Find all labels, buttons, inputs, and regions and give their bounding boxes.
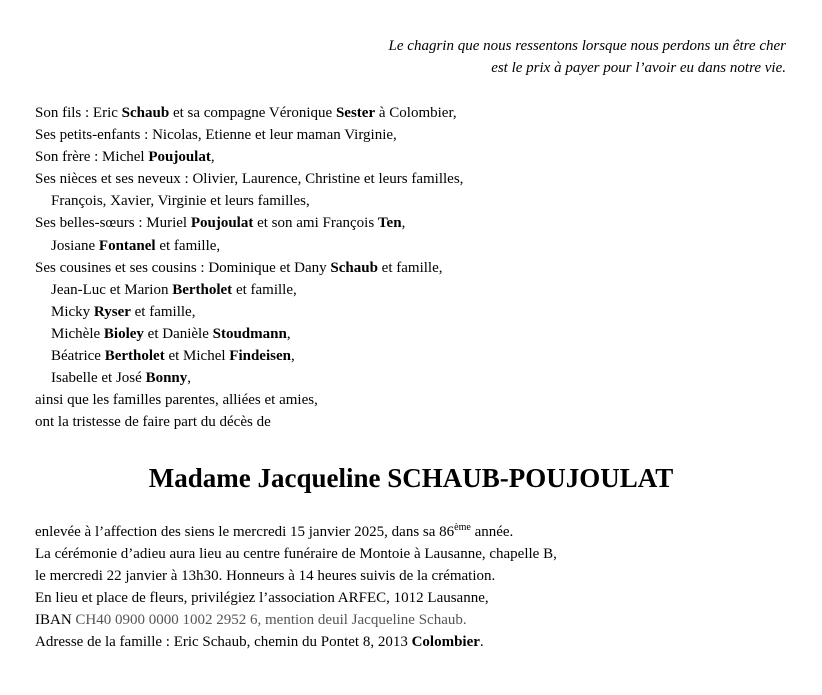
- family-text: ainsi que les familles parentes, alliées et amies,: [35, 392, 318, 409]
- iban-label: IBAN: [35, 612, 76, 629]
- family-text: ont la tristesse de faire part du décès de: [35, 414, 271, 431]
- family-surname: Bonny: [145, 370, 188, 387]
- family-text: Micky: [51, 303, 94, 320]
- info-line-ceremony: La cérémonie d’adieu aura lieu au centre funéraire de Montoie à Lausanne, chapelle B,: [35, 546, 557, 563]
- iban-value: CH40 0900 0000 1002 2952 6, mention deuil Jacqueline Schaub.: [75, 612, 467, 629]
- family-line: [35, 411, 463, 433]
- ordinal-suffix: ème: [454, 522, 471, 533]
- family-surname: Bioley: [103, 325, 144, 342]
- family-text: Ses nièces et ses neveux : Olivier, Laurence, Christine et leurs familles,: [35, 171, 464, 188]
- family-text: et son ami François: [253, 215, 378, 232]
- family-text: Ses belles-sœurs : Muriel: [35, 215, 191, 232]
- death-text: enlevée à l’affection des siens le mercredi 15 janvier 2025, dans sa 86: [35, 524, 455, 540]
- quote-line-2: est le prix à payer pour l’avoir eu dans notre vie.: [491, 60, 786, 76]
- epigraph-quote: [389, 35, 786, 79]
- family-line: [35, 168, 463, 190]
- info-line-death: [35, 521, 557, 543]
- family-surname: Poujoulat: [190, 215, 254, 232]
- family-list: [35, 102, 463, 433]
- family-text: Son fils : Eric: [35, 105, 122, 121]
- family-text: Isabelle et José: [51, 370, 146, 387]
- family-text: et Danièle: [143, 325, 213, 342]
- family-line: [35, 389, 463, 411]
- address-end: .: [479, 634, 484, 651]
- family-text: ,: [210, 149, 215, 166]
- family-text: et sa compagne Véronique: [169, 105, 336, 121]
- family-surname: Fontanel: [98, 237, 156, 254]
- family-surname: Bertholet: [172, 281, 233, 298]
- family-text: ,: [401, 215, 406, 232]
- family-surname: Ryser: [93, 303, 131, 320]
- family-line: [35, 257, 463, 279]
- family-surname: Bertholet: [104, 348, 165, 365]
- family-text: Ses petits-enfants : Nicolas, Etienne et leur maman Virginie,: [35, 127, 397, 144]
- family-text: Josiane: [51, 237, 99, 254]
- family-text: Béatrice: [51, 348, 105, 365]
- family-line: [35, 235, 463, 257]
- funeral-info: [35, 521, 557, 654]
- family-text: ,: [286, 325, 291, 342]
- info-line-iban: [35, 609, 557, 631]
- family-line: [35, 102, 463, 124]
- family-text: François, Xavier, Virginie et leurs familles,: [51, 193, 310, 210]
- family-line: [35, 190, 463, 212]
- family-text: ,: [290, 348, 295, 365]
- family-text: et famille,: [155, 237, 221, 254]
- family-text: et famille,: [232, 281, 297, 298]
- family-line: [35, 279, 463, 301]
- family-surname: Schaub: [330, 259, 378, 276]
- family-text: Ses cousines et ses cousins : Dominique et Dany: [35, 259, 331, 276]
- family-text: à Colombier,: [375, 105, 457, 121]
- family-text: Son frère : Michel: [35, 149, 149, 166]
- family-line: [35, 301, 463, 323]
- family-text: et famille,: [377, 259, 443, 276]
- info-line-donation: En lieu et place de fleurs, privilégiez l’association ARFEC, 1012 Lausanne,: [35, 590, 489, 607]
- family-surname: Sester: [335, 105, 376, 121]
- family-surname: Stoudmann: [212, 325, 287, 342]
- family-text: et famille,: [130, 303, 196, 320]
- family-text: Jean-Luc et Marion: [51, 281, 173, 298]
- family-surname: Ten: [377, 215, 402, 232]
- family-line: [35, 367, 463, 389]
- family-line: [35, 212, 463, 234]
- family-surname: Schaub: [121, 105, 170, 121]
- family-line: [35, 124, 463, 146]
- family-line: [35, 345, 463, 367]
- family-text: et Michel: [164, 348, 230, 365]
- family-line: [35, 146, 463, 168]
- family-text: Michèle: [51, 325, 104, 342]
- deceased-name: Madame Jacqueline SCHAUB-POUJOULAT: [148, 463, 674, 493]
- address-city: Colombier: [411, 634, 480, 651]
- family-line: [35, 323, 463, 345]
- death-text-end: année.: [470, 524, 514, 540]
- info-line-date: le mercredi 22 janvier à 13h30. Honneurs à 14 heures suivis de la crémation.: [35, 568, 496, 585]
- family-surname: Poujoulat: [148, 149, 211, 166]
- address-text: Adresse de la famille : Eric Schaub, chemin du Pontet 8, 2013: [35, 634, 412, 651]
- family-text: ,: [187, 370, 192, 387]
- info-line-address: [35, 631, 557, 653]
- quote-line-1: Le chagrin que nous ressentons lorsque nous perdons un être cher: [388, 38, 786, 54]
- family-surname: Findeisen: [229, 348, 291, 365]
